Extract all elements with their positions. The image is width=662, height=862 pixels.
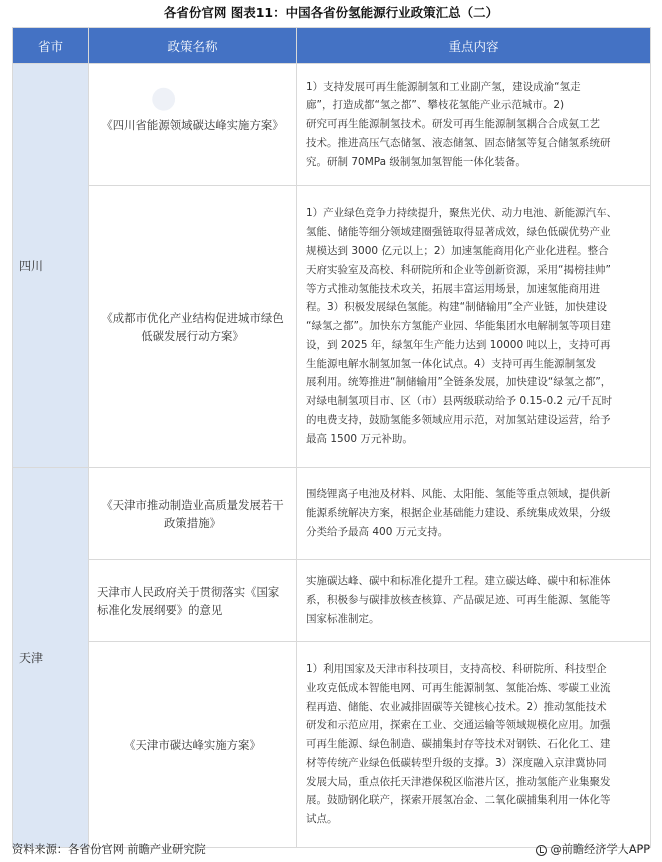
- content-line: 系，积极参与碳排放核查核算、产品碳足迹、可再生能源、氢能等: [306, 594, 611, 607]
- content-line: 廊”，打造成都“氢之都”、攀枝花氢能产业示范城市。2): [306, 99, 565, 112]
- page-title: 各省份官网 图表11：中国各省份氢能源行业政策汇总（二）: [163, 5, 499, 20]
- policy-content: [297, 64, 651, 186]
- content-line: 国家标准制定。: [306, 612, 380, 625]
- policy-name: 《天津市推动制造业高质量发展若干政策措施》: [89, 468, 297, 560]
- policy-content: [297, 560, 651, 642]
- header-policy-name: 政策名称: [89, 28, 297, 64]
- content-line: 对绿电制氢项目市、区（市）县两级联动给予 0.15-0.2 元/千瓦时: [306, 395, 613, 408]
- brand-credit: [536, 840, 650, 860]
- content-line: 试点。: [306, 813, 338, 826]
- content-line: 最高 1500 万元补助。: [306, 432, 413, 445]
- content-line: 生能源电解水制氢加氢一体化试点。4）支持可再生能源制氢发: [306, 357, 597, 370]
- province-cell: 四川: [13, 64, 89, 468]
- header-key-content: 重点内容: [297, 28, 651, 64]
- content-line: “绿氢之都”。加快东方氢能产业园、华能集团水电解制氢等项目建: [306, 320, 611, 333]
- content-line: 等方式推动氢能技术攻关，拓展丰富运用场景，加速氢能商用进: [306, 282, 600, 295]
- policy-content: [297, 468, 651, 560]
- content-line: 可再生能源、绿色制造、碳捕集封存等技术对钢铁、石化化工、建: [306, 738, 611, 751]
- content-line: 的电费支持，鼓励氢能多领域应用示范，对加氢站建设运营，给予: [306, 414, 611, 427]
- policy-name: 天津市人民政府关于贯彻落实《国家标准化发展纲要》的意见: [89, 560, 297, 642]
- content-line: 天府实验室及高校、科研院所和企业等创新资源，采用“揭榜挂帅”: [306, 263, 611, 276]
- content-line: 设，到 2025 年，绿氢年生产能力达到 10000 吨以上，支持可再: [306, 338, 611, 351]
- content-line: 展。鼓励钢化联产，探索开展氢冶金、二氧化碳捕集利用一体化等: [306, 794, 611, 807]
- table-header-row: [13, 28, 651, 64]
- content-line: 1）利用国家及天津市科技项目，支持高校、科研院所、科技型企: [306, 662, 607, 675]
- content-line: 研究可再生能源制氢技术。研发可再生能源制氢耦合合成氨工艺: [306, 118, 600, 131]
- content-line: 展利用。统筹推进“制储输用”全链条发展，加快建设“绿氢之都”，: [306, 376, 612, 389]
- content-line: 研发和示范应用，探索在工业、交通运输等领域规模化应用。加强: [306, 719, 611, 732]
- content-line: 1）产业绿色竞争力持续提升，聚焦光伏、动力电池、新能源汽车、: [306, 207, 618, 220]
- content-line: 规模达到 3000 亿元以上；2）加速氢能商用化产业化进程。整合: [306, 244, 609, 257]
- footer: [12, 840, 650, 860]
- content-line: 实施碳达峰、碳中和标准化提升工程。建立碳达峰、碳中和标准体: [306, 575, 611, 588]
- content-line: 能源系统解决方案，根据企业基础能力建设、系统集成效果，分级: [306, 507, 611, 520]
- table-row: [13, 186, 651, 468]
- content-line: 1）支持发展可再生能源制氢和工业副产氢，建设成渝“氢走: [306, 80, 581, 93]
- watermark: ●: [145, 76, 181, 119]
- content-line: 程。3）积极发展绿色氢能。构建“制储输用”全产业链，加快建设: [306, 301, 608, 314]
- content-line: 分类给予最高 400 万元支持。: [306, 525, 449, 538]
- header-province: 省市: [13, 28, 89, 64]
- content-line: 氢能、储能等细分领域建圈强链取得显著成效，绿色低碳优势产业: [306, 226, 611, 239]
- content-line: 发展大局，重点依托天津港保税区临港片区，推动氢能产业集聚发: [306, 775, 611, 788]
- table-row: [13, 642, 651, 848]
- content-line: 程再造、储能、农业减排固碳等关键核心技术。2）推动氢能技术: [306, 700, 607, 713]
- policy-name: 《成都市优化产业结构促进城市绿色低碳发展行动方案》: [89, 186, 297, 468]
- policy-content: [297, 642, 651, 848]
- content-line: 材等传统产业绿色低碳转型升级的支撑。3）深度融入京津冀协同: [306, 756, 607, 769]
- brand-label: @前瞻经济学人APP: [550, 843, 650, 856]
- table-row: [13, 468, 651, 560]
- watermark: ●: [475, 256, 511, 299]
- content-line: 技术。推进高压气态储氢、液态储氢、固态储氢等复合储氢系统研: [306, 136, 611, 149]
- policy-name: 《四川省能源领域碳达峰实施方案》: [89, 64, 297, 186]
- province-cell: 天津: [13, 468, 89, 848]
- table-row: [13, 64, 651, 186]
- content-line: 究。研制 70MPa 级制氢加氢智能一体化装备。: [306, 155, 526, 168]
- policy-content: [297, 186, 651, 468]
- policy-name: 《天津市碳达峰实施方案》: [89, 642, 297, 848]
- table-row: [13, 560, 651, 642]
- content-line: 围绕锂离子电池及材料、风能、太阳能、氢能等重点领域，提供新: [306, 488, 611, 501]
- content-line: 业攻克低成本智能电网、可再生能源制氢、氢能冶炼、零碳工业流: [306, 681, 611, 694]
- brand-logo-icon: [536, 845, 547, 856]
- source-note: 资料来源：各省份官网 前瞻产业研究院: [12, 843, 206, 856]
- policy-table: [12, 27, 651, 848]
